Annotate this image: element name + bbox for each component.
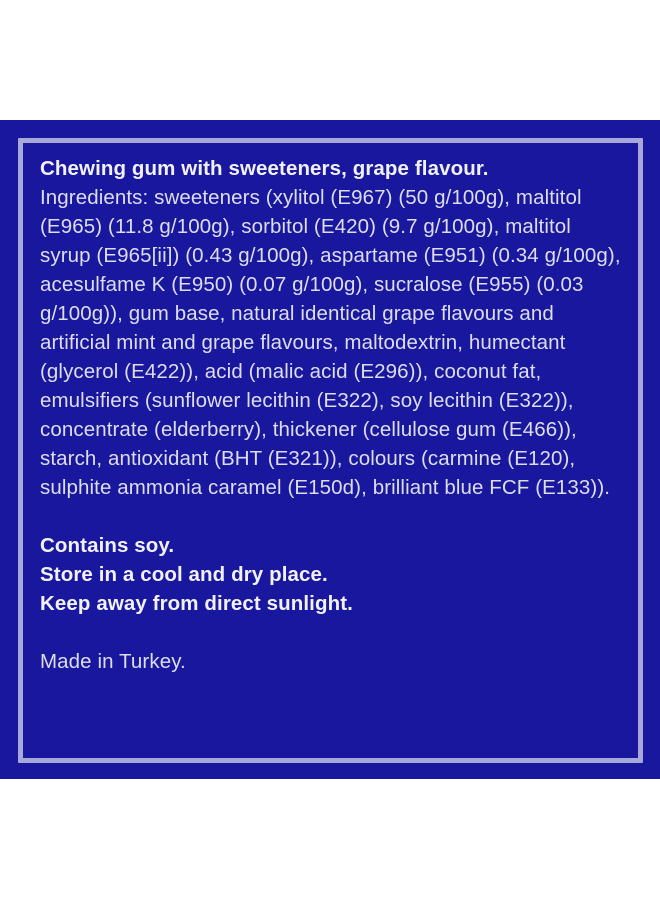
ingredients-line: concentrate (elderberry), thickener (cellulose gum (E466)),	[40, 418, 577, 441]
product-label	[0, 120, 660, 779]
ingredients-line: Ingredients: sweeteners (xylitol (E967) (50 g/100g), maltitol	[40, 186, 582, 209]
ingredients-line: emulsifiers (sunflower lecithin (E322), soy lecithin (E322)),	[40, 389, 574, 412]
ingredients-line: g/100g)), gum base, natural identical grape flavours and	[40, 302, 554, 325]
ingredients-paragraph	[40, 183, 632, 502]
storage-notice: Store in a cool and dry place.	[40, 563, 328, 586]
label-content	[40, 154, 632, 676]
ingredients-line: (E965) (11.8 g/100g), sorbitol (E420) (9.7 g/100g), maltitol	[40, 215, 571, 238]
country-of-origin: Made in Turkey.	[40, 650, 186, 673]
ingredients-line: syrup (E965[ii]) (0.43 g/100g), aspartame (E951) (0.34 g/100g),	[40, 244, 621, 267]
storage-notices	[40, 531, 632, 618]
ingredients-line: sulphite ammonia caramel (E150d), brilliant blue FCF (E133)).	[40, 476, 611, 499]
ingredients-line: starch, antioxidant (BHT (E321)), colours (carmine (E120),	[40, 447, 576, 470]
sunlight-notice: Keep away from direct sunlight.	[40, 592, 353, 615]
ingredients-line: (glycerol (E422)), acid (malic acid (E296)), coconut fat,	[40, 360, 542, 383]
allergen-notice: Contains soy.	[40, 534, 175, 557]
ingredients-line: artificial mint and grape flavours, maltodextrin, humectant	[40, 331, 566, 354]
product-title: Chewing gum with sweeteners, grape flavour.	[40, 157, 489, 180]
ingredients-line: acesulfame K (E950) (0.07 g/100g), sucralose (E955) (0.03	[40, 273, 584, 296]
